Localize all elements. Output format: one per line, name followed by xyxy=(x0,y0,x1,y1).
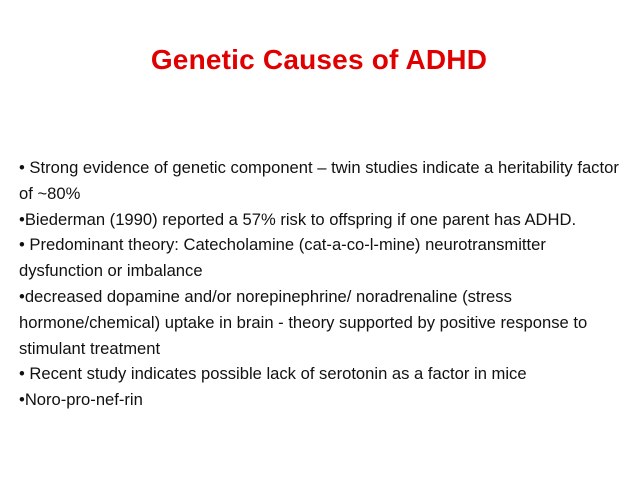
bullet-marker: • xyxy=(19,235,30,255)
bullet-marker: • xyxy=(19,286,25,306)
bullet-marker: • xyxy=(19,390,25,410)
bullet-text: Biederman (1990) reported a 57% risk to offspring if one parent has ADHD. xyxy=(24,209,577,229)
bullet-item xyxy=(19,361,619,387)
bullet-text: Recent study indicates possible lack of serotonin as a factor in mice xyxy=(29,364,527,384)
bullet-marker: • xyxy=(19,364,30,384)
bullet-item xyxy=(19,155,619,207)
slide-title: Genetic Causes of ADHD xyxy=(150,44,488,75)
bullet-text: decreased dopamine and/or norepinephrine/ noradrenaline (stress hormone/chemical) uptake in brain - theory supported by positive response to stimulant treatment xyxy=(19,286,588,358)
bullet-list xyxy=(19,155,619,413)
bullet-item xyxy=(19,232,619,284)
bullet-item xyxy=(19,284,619,361)
bullet-text: Predominant theory: Catecholamine (cat-a-co-l-mine) neurotransmitter dysfunction or imbalance xyxy=(19,235,546,281)
bullet-item xyxy=(19,207,619,233)
bullet-item xyxy=(19,387,619,413)
bullet-text: Strong evidence of genetic component – twin studies indicate a heritability factor of ~80% xyxy=(19,158,619,203)
bullet-marker: • xyxy=(19,158,30,177)
bullet-marker: • xyxy=(19,209,25,229)
bullet-text: Noro-pro-nef-rin xyxy=(24,390,143,410)
